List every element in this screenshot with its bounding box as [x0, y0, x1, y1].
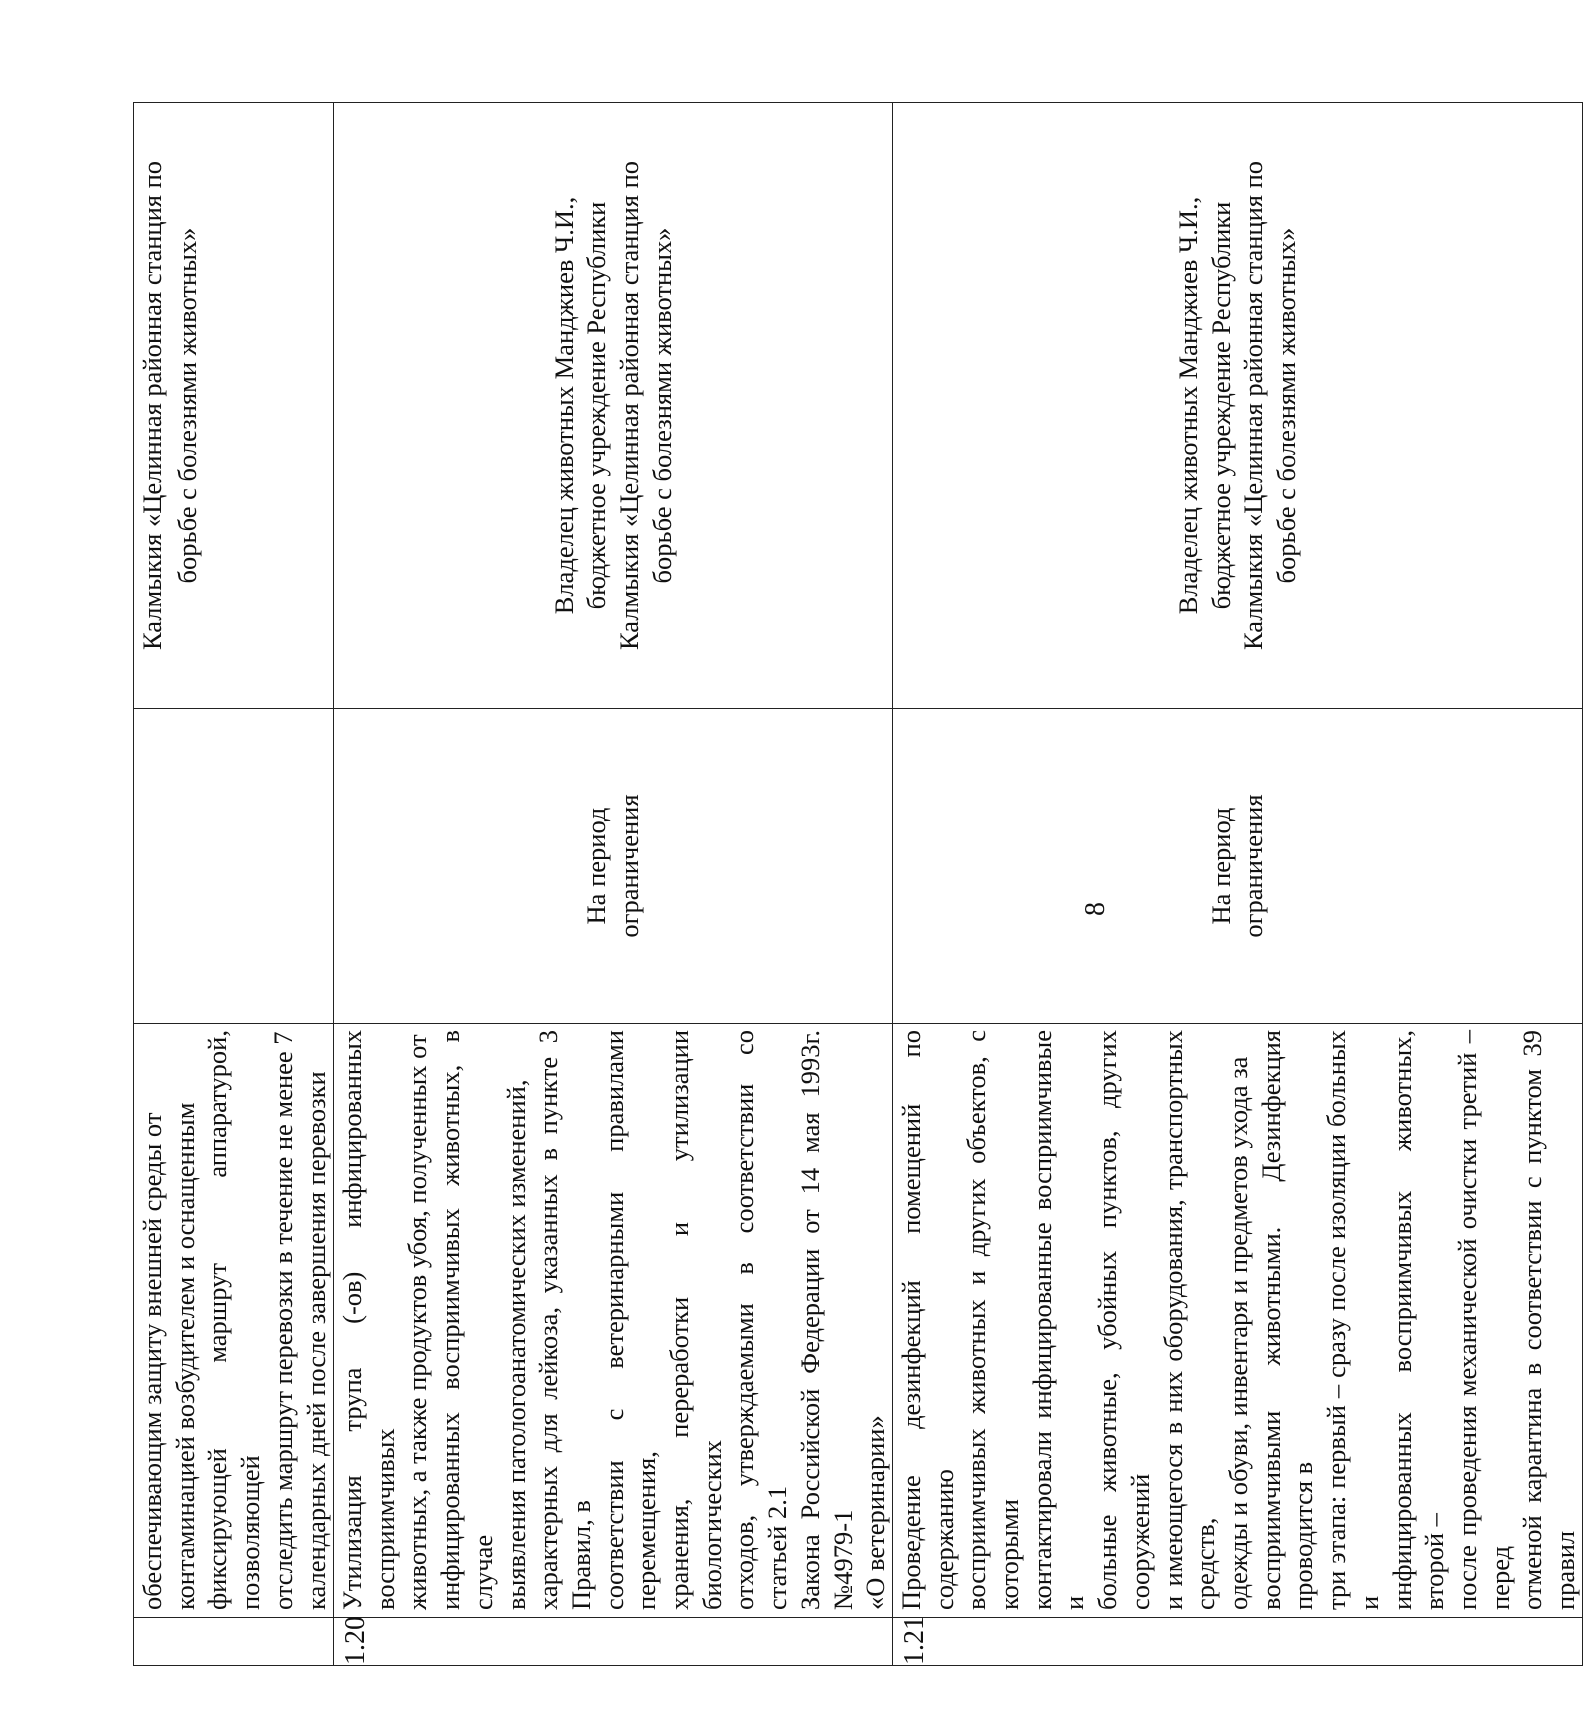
text-line: ограничения	[613, 794, 644, 938]
text-line: инфицированных восприимчивых животных, в случае	[435, 1030, 498, 1610]
text-line: контаминацией возбудителем и оснащенным	[169, 1102, 200, 1610]
text-line: характерных для лейкоза, указанных в пункте 3 Правил, в	[533, 1030, 596, 1610]
text-line: Владелец животных Манджиев Ч.И.,	[548, 196, 579, 615]
measure-text	[334, 1024, 892, 1617]
text-line: бюджетное учреждение Республики	[1205, 201, 1236, 610]
text-line: Калмыкия «Целинная районная станция по	[1238, 160, 1269, 651]
text-line: На период	[1205, 807, 1236, 925]
text-line: отменой карантина в соответствии с пунктом 39 правил	[1517, 1030, 1581, 1610]
text-line: три этапа: первый – сразу после изоляции больных и	[1321, 1030, 1384, 1610]
text-line: инфицированных восприимчивых животных, второй –	[1386, 1030, 1450, 1610]
page-number: 8	[1080, 902, 1111, 916]
text-line: животных, а также продуктов убоя, полученных от	[402, 1034, 433, 1610]
text-line: Проведение дезинфекций помещений по содержанию	[895, 1030, 959, 1610]
text-line: отследить маршрут перевозки в течение не менее 7	[267, 1031, 298, 1610]
text-line: одежды и обуви, инвентаря и предметов ухода за	[1222, 1056, 1253, 1610]
row-number	[134, 1618, 140, 1665]
text-line: борьбе с болезнями животных»	[171, 227, 202, 584]
text-line: борьбе с болезнями животных»	[1271, 227, 1302, 584]
measures-table	[133, 102, 1583, 1666]
table-row	[892, 103, 1582, 1666]
responsible-cell	[134, 103, 334, 709]
text-line: после проведения механической очистки третий – перед	[1451, 1030, 1515, 1610]
text-line: хранения, переработки и утилизации биологических	[664, 1030, 727, 1610]
text-line: и имеющегося в них оборудования, транспортных средств,	[1157, 1030, 1221, 1610]
text-line: Владелец животных Манджиев Ч.И.,	[1172, 196, 1203, 615]
text-line: «О ветеринарии»	[860, 1415, 891, 1610]
text-line: На период	[581, 807, 612, 925]
table-row	[334, 103, 893, 1666]
responsible-cell	[334, 103, 893, 709]
text-line: контактировали инфицированные восприимчивые и	[1026, 1030, 1090, 1610]
row-number: 1.20	[340, 1616, 371, 1665]
responsible-cell	[892, 103, 1582, 709]
measure-text	[134, 1024, 332, 1617]
row-number-cell	[134, 1618, 334, 1666]
measure-text	[893, 1024, 1582, 1617]
row-number-cell	[892, 1618, 1582, 1666]
text-line: выявления патологоанатомических изменений,	[500, 1079, 531, 1610]
text-line: соответствии с ветеринарными правилами перемещения,	[598, 1030, 662, 1610]
text-line: борьбе с болезнями животных»	[646, 227, 677, 584]
text-line: больные животные, убойных пунктов, других сооружений	[1092, 1030, 1155, 1610]
text-line: отходов, утверждаемыми в соответствии со статьей 2.1	[729, 1030, 793, 1610]
text-line: Калмыкия «Целинная районная станция по	[137, 160, 167, 651]
text-line: бюджетное учреждение Республики	[581, 201, 612, 610]
row-number: 1.21	[898, 1616, 930, 1665]
text-line: ограничения	[1238, 794, 1269, 938]
text-line: Закона Российской Федерации от 14 мая 1993г. №4979-1	[794, 1030, 858, 1610]
measure-cell	[134, 1024, 334, 1618]
text-line: Калмыкия «Целинная районная станция по	[613, 160, 644, 651]
text-line: восприимчивыми животными. Дезинфекция проводится в	[1255, 1030, 1319, 1610]
text-line: восприимчивых животных и других объектов, с которыми	[961, 1030, 1025, 1610]
term-cell	[892, 709, 1582, 1024]
term-cell	[334, 709, 893, 1024]
table-row	[134, 103, 334, 1666]
term-cell	[134, 709, 334, 1024]
measure-cell	[334, 1024, 893, 1618]
text-line: календарных дней после завершения перевозки	[300, 1071, 331, 1610]
text-line: фиксирующей маршрут аппаратурой, позволяющей	[202, 1030, 266, 1610]
row-number-cell	[334, 1618, 893, 1666]
text-line: обеспечивающим защиту внешней среды от	[137, 1112, 167, 1610]
text-line: Утилизация трупа (-ов) инфицированных восприимчивых	[337, 1030, 400, 1610]
measure-cell	[892, 1024, 1582, 1618]
